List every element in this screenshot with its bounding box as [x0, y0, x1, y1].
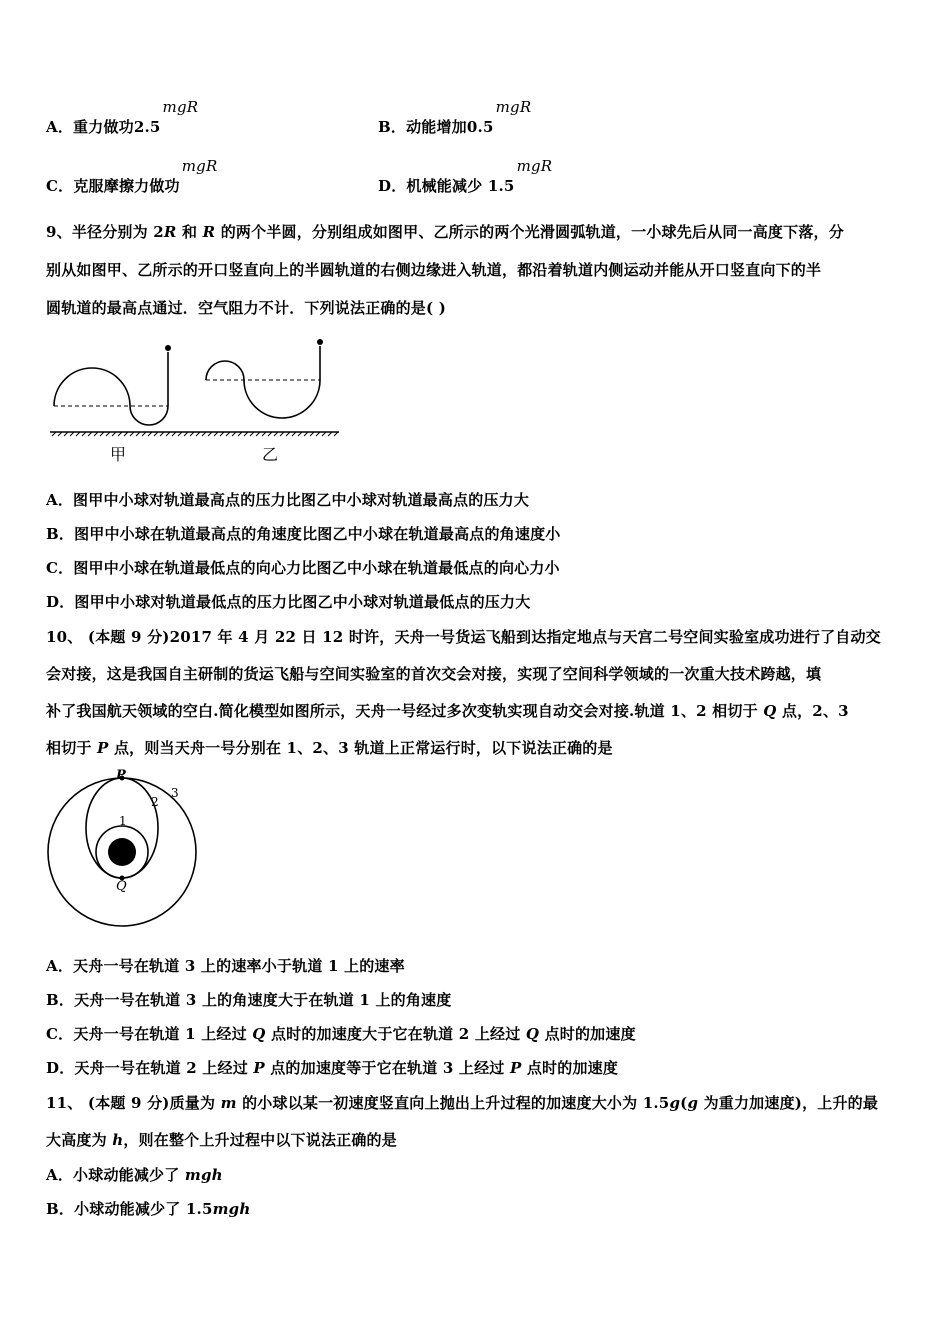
earth [108, 838, 136, 866]
q10-option-b: B．天舟一号在轨道 3 上的角速度大于在轨道 1 上的角速度 [46, 991, 452, 1009]
q11-a-expr: mgh [184, 1166, 223, 1184]
q8-option-c [46, 157, 218, 196]
q11-l2-h: h [112, 1131, 124, 1149]
q9-stem-line-3: 圆轨道的最高点通过．空气阻力不计．下列说法正确的是( ) [46, 299, 447, 317]
label-p: P [116, 768, 126, 783]
q10-d-p2: P [509, 1059, 522, 1077]
q8-option-d [378, 157, 553, 196]
q11-stem-line-2 [46, 1129, 397, 1150]
q8-option-d-text: D．机械能减少 [378, 177, 483, 195]
q11-l1-d: 为重力加速度)，上升的最 [698, 1094, 879, 1112]
q10-stem-line-1: 10、 (本题 9 分)2017 年 4 月 22 日 12 时许，天舟一号货运飞船到达指定地点与天宫二号空间实验室成功进行了自动交 [46, 628, 881, 646]
label-2: 2 [151, 795, 159, 809]
q10-stem-line-2: 会对接，这是我国自主研制的货运飞船与空间实验室的首次交会对接，实现了空间科学领域的一次重大技术跨越，填 [46, 665, 822, 683]
q8-option-b-value: 0.5 [466, 118, 494, 136]
yi-large-arc [244, 346, 320, 418]
q8-option-a-text: A．重力做功 [46, 118, 134, 136]
q9-option-c: C．图甲中小球在轨道最低点的向心力比图乙中小球在轨道最低点的向心力小 [46, 559, 560, 577]
q9-option-a: A．图甲中小球对轨道最高点的压力比图乙中小球对轨道最高点的压力大 [46, 491, 530, 509]
q9-r1: R [163, 223, 177, 241]
q10-option-a: A．天舟一号在轨道 3 上的速率小于轨道 1 上的速率 [46, 957, 405, 975]
q10-option-c [46, 1023, 636, 1044]
q11-a-prefix: A．小球动能减少了 [46, 1166, 185, 1184]
q8-option-c-expr: mgR [181, 157, 218, 175]
q8-option-b-text: B．动能增加 [378, 118, 467, 136]
q9-r2: R [202, 223, 216, 241]
jia-large-arc [54, 368, 130, 406]
yi-ball [317, 339, 323, 345]
q11-l2-b: ，则在整个上升过程中以下说法正确的是 [123, 1131, 397, 1149]
q11-l1-g2: g [687, 1094, 699, 1112]
q9-text-c: 的两个半圆，分别组成如图甲、乙所示的两个光滑圆弧轨道，一小球先后从同一高度下落，分 [215, 223, 844, 241]
q10-line3-q: Q [763, 702, 777, 720]
q10-d-b: 点的加速度等于它在轨道 3 上经过 [264, 1059, 510, 1077]
q9-text-a: 9、半径分别为 2 [46, 223, 164, 241]
q10-option-d [46, 1057, 618, 1078]
q10-stem-line-3 [46, 700, 849, 721]
q9-stem-line-2: 别从如图甲、乙所示的开口竖直向上的半圆轨道的右侧边缘进入轨道，都沿着轨道内侧运动并能从开口竖直向下的半 [46, 261, 822, 279]
q10-line3-a: 补了我国航天领域的空白.简化模型如图所示，天舟一号经过多次变轨实现自动交会对接.轨道 1、2 相切于 [46, 702, 764, 720]
q10-d-a: D．天舟一号在轨道 2 上经过 [46, 1059, 254, 1077]
q8-option-a-expr: mgR [162, 98, 199, 116]
q11-l1-m: m [220, 1094, 237, 1112]
q9-option-b: B．图甲中小球在轨道最高点的角速度比图乙中小球在轨道最高点的角速度小 [46, 525, 561, 543]
q11-l1-b: 的小球以某一初速度竖直向上抛出上升过程的加速度大小为 1.5 [236, 1094, 670, 1112]
q8-option-b [378, 98, 532, 137]
q8-option-d-value: 1.5 [487, 177, 515, 195]
q10-c-q2: Q [525, 1025, 540, 1043]
q11-l1-g: g [669, 1094, 681, 1112]
q8-option-a-value: 2.5 [133, 118, 161, 136]
q9-option-d: D．图甲中小球对轨道最低点的压力比图乙中小球对轨道最低点的压力大 [46, 593, 531, 611]
q9-text-b: 和 [176, 223, 203, 241]
q11-option-a [46, 1164, 223, 1185]
q8-option-b-expr: mgR [495, 98, 532, 116]
jia-ball [165, 345, 171, 351]
yi-small-arc [206, 361, 244, 380]
q10-line4-b: 点，则当天舟一号分别在 1、2、3 轨道上正常运行时，以下说法正确的是 [108, 739, 613, 757]
label-q: Q [116, 879, 127, 894]
q10-stem-line-4 [46, 737, 613, 758]
q10-c-q1: Q [252, 1025, 266, 1043]
label-jia: 甲 [110, 445, 127, 464]
q11-b-prefix: B．小球动能减少了 1.5 [46, 1200, 213, 1218]
q8-option-d-expr: mgR [516, 157, 553, 175]
q10-line3-b: 点，2、3 [776, 702, 849, 720]
q11-b-expr: mgh [212, 1200, 251, 1218]
q11-stem-line-1 [46, 1092, 878, 1113]
q10-line4-a: 相切于 [46, 739, 98, 757]
q10-orbit-figure [40, 768, 220, 928]
q8-option-a [46, 98, 199, 137]
q10-d-c: 点时的加速度 [521, 1059, 619, 1077]
q8-option-c-text: C．克服摩擦力做功 [46, 177, 180, 195]
q10-c-c: 点时的加速度 [539, 1025, 636, 1043]
q9-track-figure [44, 334, 344, 469]
q9-stem-line-1 [46, 221, 844, 242]
label-yi: 乙 [262, 445, 279, 464]
q11-option-b [46, 1198, 250, 1219]
q11-l1-c: ( [680, 1094, 688, 1112]
q10-line4-p: P [97, 739, 109, 757]
q10-d-p1: P [253, 1059, 265, 1077]
label-3: 3 [171, 786, 179, 800]
jia-small-arc [130, 352, 168, 425]
q11-l1-a: 11、 (本题 9 分)质量为 [46, 1094, 221, 1112]
q10-c-a: C．天舟一号在轨道 1 上经过 [46, 1025, 253, 1043]
q10-c-b: 点时的加速度大于它在轨道 2 上经过 [265, 1025, 526, 1043]
label-1: 1 [119, 814, 127, 828]
q11-l2-a: 大高度为 [46, 1131, 113, 1149]
